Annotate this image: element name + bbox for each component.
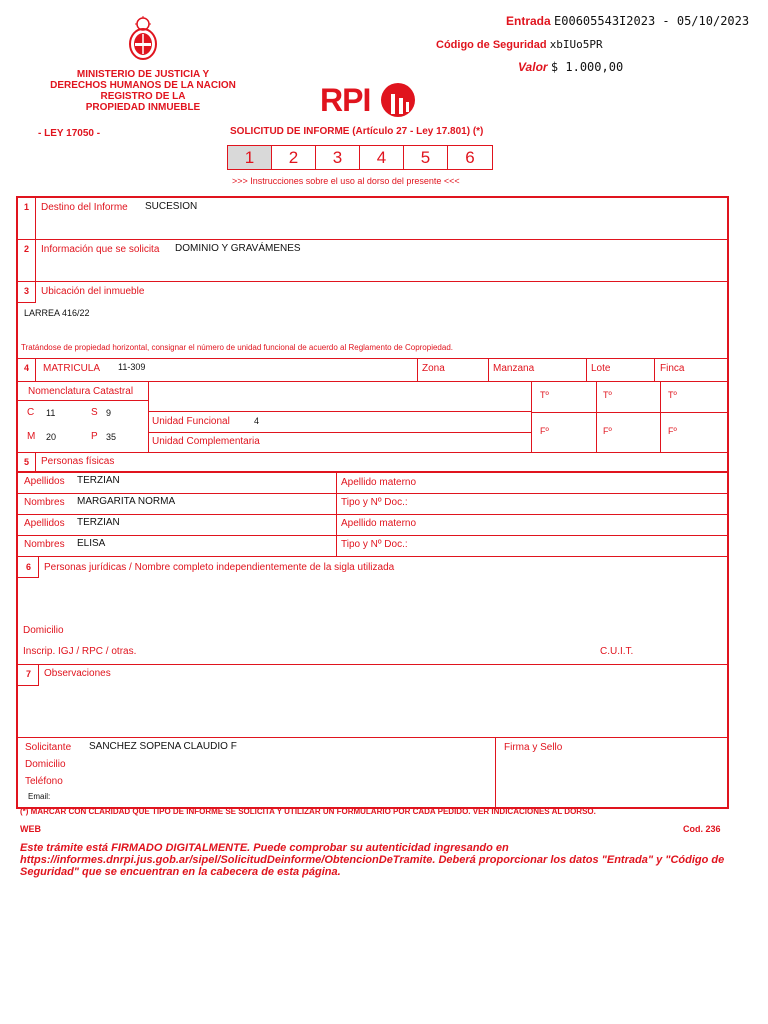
section-3-number: 3 (24, 286, 30, 296)
ministry-line: PROPIEDAD INMUEBLE (85, 102, 201, 113)
web-label: WEB (20, 824, 41, 834)
personas-juridicas-label: Personas jurídicas / Nombre completo independientemente de la sigla utilizada (44, 562, 395, 573)
section-1-number: 1 (24, 202, 30, 212)
telefono-label: Teléfono (25, 776, 63, 787)
codigo-row (436, 38, 603, 51)
inscripcion-label: Inscrip. IGJ / RPC / otras. (23, 646, 137, 657)
informacion-label: Información que se solicita (41, 244, 160, 255)
ministry-heading (40, 69, 246, 113)
m-value: 20 (46, 432, 57, 442)
instructions-note: >>> Instrucciones sobre el uso al dorso del presente <<< (232, 176, 460, 186)
finca-label: Finca (660, 363, 685, 374)
valor-label: Valor (518, 60, 548, 74)
c-value: 11 (46, 408, 56, 418)
p-value: 35 (106, 432, 117, 442)
nombres-value-1: MARGARITA NORMA (77, 496, 176, 507)
destino-label: Destino del Informe (41, 202, 128, 213)
nombres-label-2: Nombres (24, 539, 65, 550)
nombres-label-1: Nombres (24, 497, 65, 508)
apellido-materno-label-2: Apellido materno (341, 518, 417, 529)
rpi-logo-text: RPI (320, 82, 371, 118)
apellidos-value-2: TERZIAN (77, 517, 120, 528)
solicitante-label: Solicitante (25, 742, 72, 753)
copy-number-selector (227, 145, 493, 170)
entrada-row (506, 14, 749, 28)
unidad-funcional-label: Unidad Funcional (152, 416, 230, 427)
footer-note: (*) MARCAR CON CLARIDAD QUE TIPO DE INFORME SE SOLICITA Y UTILIZAR UN FORMULARIO POR CADA PEDIDO. VER INDICACIONES AL DORSO. (20, 807, 596, 816)
folio-label-1: Fº (540, 426, 549, 436)
personas-fisicas-label: Personas físicas (41, 456, 115, 467)
section-4-number: 4 (24, 363, 30, 373)
ministry-line: REGISTRO DE LA (100, 91, 186, 102)
entrada-value: E00605543I2023 - 05/10/2023 (554, 14, 750, 28)
apellidos-value-1: TERZIAN (77, 475, 120, 486)
codigo-label: Código de Seguridad (436, 39, 547, 51)
ubicacion-value: LARREA 416/22 (24, 308, 90, 318)
rpi-building-icon (379, 82, 417, 118)
tipo-doc-label-2: Tipo y Nº Doc.: (341, 539, 408, 550)
unidad-funcional-value: 4 (254, 416, 260, 426)
manzana-label: Manzana (493, 363, 535, 374)
domicilio-juridica-label: Domicilio (23, 625, 64, 636)
observaciones-label: Observaciones (44, 668, 111, 679)
email-label: Email: (28, 792, 51, 801)
valor-row (518, 60, 623, 74)
matricula-value: 11-309 (118, 362, 146, 372)
copy-number-4[interactable]: 4 (360, 146, 404, 169)
c-label: C (27, 407, 35, 418)
ubicacion-label: Ubicación del inmueble (41, 286, 145, 297)
tomo-label-3: Tº (668, 390, 677, 400)
horizontal-property-note: Tratándose de propiedad horizontal, consignar el número de unidad funcional de acuerdo al Reglamento de Copropiedad. (21, 343, 453, 352)
copy-number-6[interactable]: 6 (465, 148, 475, 167)
apellidos-label-2: Apellidos (24, 518, 65, 529)
m-label: M (27, 431, 36, 442)
form-title: SOLICITUD DE INFORME (Artículo 27 - Ley 17.801) (*) (230, 126, 484, 137)
section-5-number: 5 (24, 457, 30, 467)
ministry-line: DERECHOS HUMANOS DE LA NACION (50, 80, 236, 91)
ley-label: - LEY 17050 - (38, 128, 101, 139)
argentina-emblem-icon (126, 16, 160, 62)
section-7-number: 7 (26, 669, 32, 679)
apellido-materno-label-1: Apellido materno (341, 477, 417, 488)
p-label: P (91, 431, 98, 442)
solicitante-value: SANCHEZ SOPENA CLAUDIO F (89, 741, 237, 752)
section-2-number: 2 (24, 244, 30, 254)
firma-sello-label: Firma y Sello (504, 742, 563, 753)
s-value: 9 (106, 408, 112, 418)
unidad-complementaria-label: Unidad Complementaria (152, 436, 260, 447)
copy-number-2[interactable]: 2 (272, 146, 316, 169)
tipo-doc-label-1: Tipo y Nº Doc.: (341, 497, 408, 508)
zona-label: Zona (422, 363, 445, 374)
digital-signature-note: Este trámite está FIRMADO DIGITALMENTE. Puede comprobar su autenticidad ingresando en https://informes.dnrpi.jus.gob.ar/sipel/SolicitudDeinforme/ObtencionDeTramite. Deberá proporcionar los datos "Entrada" y "Código de Seguridad" que se encuentran en la cabecera de esta página. (20, 842, 725, 878)
folio-label-3: Fº (668, 426, 677, 436)
apellidos-label-1: Apellidos (24, 476, 65, 487)
copy-number-1[interactable]: 1 (228, 146, 272, 169)
rpi-logo (320, 82, 370, 118)
ministry-line: MINISTERIO DE JUSTICIA Y (76, 69, 210, 80)
entrada-label: Entrada (506, 14, 551, 28)
tomo-label-1: Tº (540, 390, 549, 400)
nomenclatura-label: Nomenclatura Catastral (28, 386, 134, 397)
folio-label-2: Fº (603, 426, 612, 436)
nombres-value-2: ELISA (77, 538, 106, 549)
valor-value: $ 1.000,00 (550, 60, 624, 74)
informacion-value: DOMINIO Y GRAVÁMENES (175, 243, 301, 254)
s-label: S (91, 407, 98, 418)
section-6-number: 6 (26, 562, 32, 572)
matricula-label: MATRICULA (43, 363, 101, 374)
tomo-label-2: Tº (603, 390, 612, 400)
codigo-value: xbIUo5PR (549, 38, 603, 51)
cuit-label: C.U.I.T. (600, 646, 634, 657)
copy-number-5[interactable]: 5 (404, 146, 448, 169)
lote-label: Lote (591, 363, 611, 374)
cod-label: Cod. 236 (683, 824, 721, 834)
copy-number-3[interactable]: 3 (316, 146, 360, 169)
domicilio-solicitante-label: Domicilio (25, 759, 66, 770)
destino-value: SUCESION (145, 201, 198, 212)
